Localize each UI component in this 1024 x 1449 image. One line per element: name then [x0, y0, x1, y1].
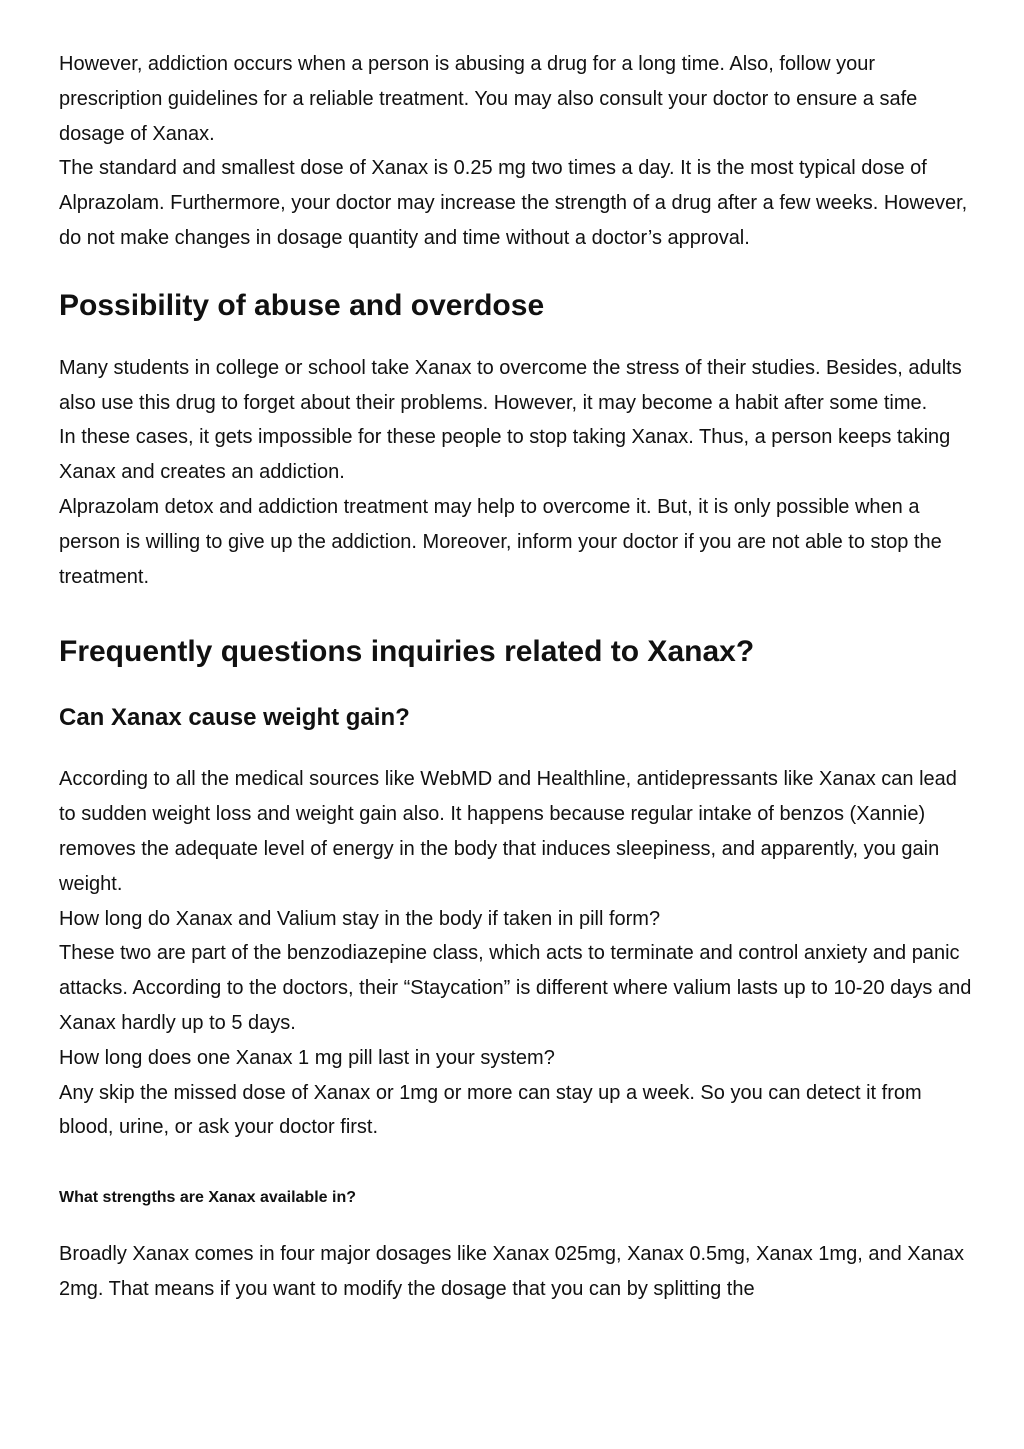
- paragraph: Alprazolam detox and addiction treatment may help to overcome it. But, it is only possible when a person is willing to give up the addiction. Moreover, inform your doctor if you are not able to stop the treatment.: [59, 495, 942, 588]
- paragraph: These two are part of the benzodiazepine class, which acts to terminate and control anxiety and panic attacks. According to the doctors, their “Staycation” is different where valium lasts up to 10-20 days and Xanax hardly up to 5 days.: [59, 942, 972, 1034]
- paragraph: However, addiction occurs when a person is abusing a drug for a long time. Also, follow your prescription guidelines for a reliable treatment. You may also consult your doctor to ensure a safe dosage of Xanax.: [59, 53, 918, 145]
- section-heading-abuse: Possibility of abuse and overdose: [59, 288, 545, 322]
- paragraph: Many students in college or school take Xanax to overcome the stress of their studies. Besides, adults also use this drug to forget about their problems. However, it may become a habit after some time.: [59, 356, 962, 414]
- paragraph: How long do Xanax and Valium stay in the body if taken in pill form?: [59, 907, 661, 930]
- paragraph: According to all the medical sources like WebMD and Healthline, antidepressants like Xanax can lead to sudden weight loss and weight gain also. It happens because regular intake of benzos (Xannie) removes the adequate level of energy in the body that induces sleepiness, and apparently, you gain weight.: [59, 768, 957, 895]
- article-content: [59, 47, 979, 1307]
- subheading-strengths: What strengths are Xanax available in?: [59, 1189, 356, 1207]
- section-heading-faq: Frequently questions inquiries related to Xanax?: [59, 635, 755, 669]
- paragraph: In these cases, it gets impossible for these people to stop taking Xanax. Thus, a person keeps taking Xanax and creates an addiction.: [59, 426, 951, 484]
- paragraph: The standard and smallest dose of Xanax is 0.25 mg two times a day. It is the most typical dose of Alprazolam. Furthermore, your doctor may increase the strength of a drug after a few weeks. However, do not make changes in dosage quantity and time without a doctor’s approval.: [59, 157, 968, 249]
- paragraph: Broadly Xanax comes in four major dosages like Xanax 025mg, Xanax 0.5mg, Xanax 1mg, and Xanax 2mg. That means if you want to modify the dosage that you can by splitting the: [59, 1243, 964, 1300]
- paragraph: How long does one Xanax 1 mg pill last in your system?: [59, 1046, 555, 1069]
- paragraph: Any skip the missed dose of Xanax or 1mg or more can stay up a week. So you can detect it from blood, urine, or ask your doctor first.: [59, 1081, 922, 1139]
- subheading-weight-gain: Can Xanax cause weight gain?: [59, 704, 410, 732]
